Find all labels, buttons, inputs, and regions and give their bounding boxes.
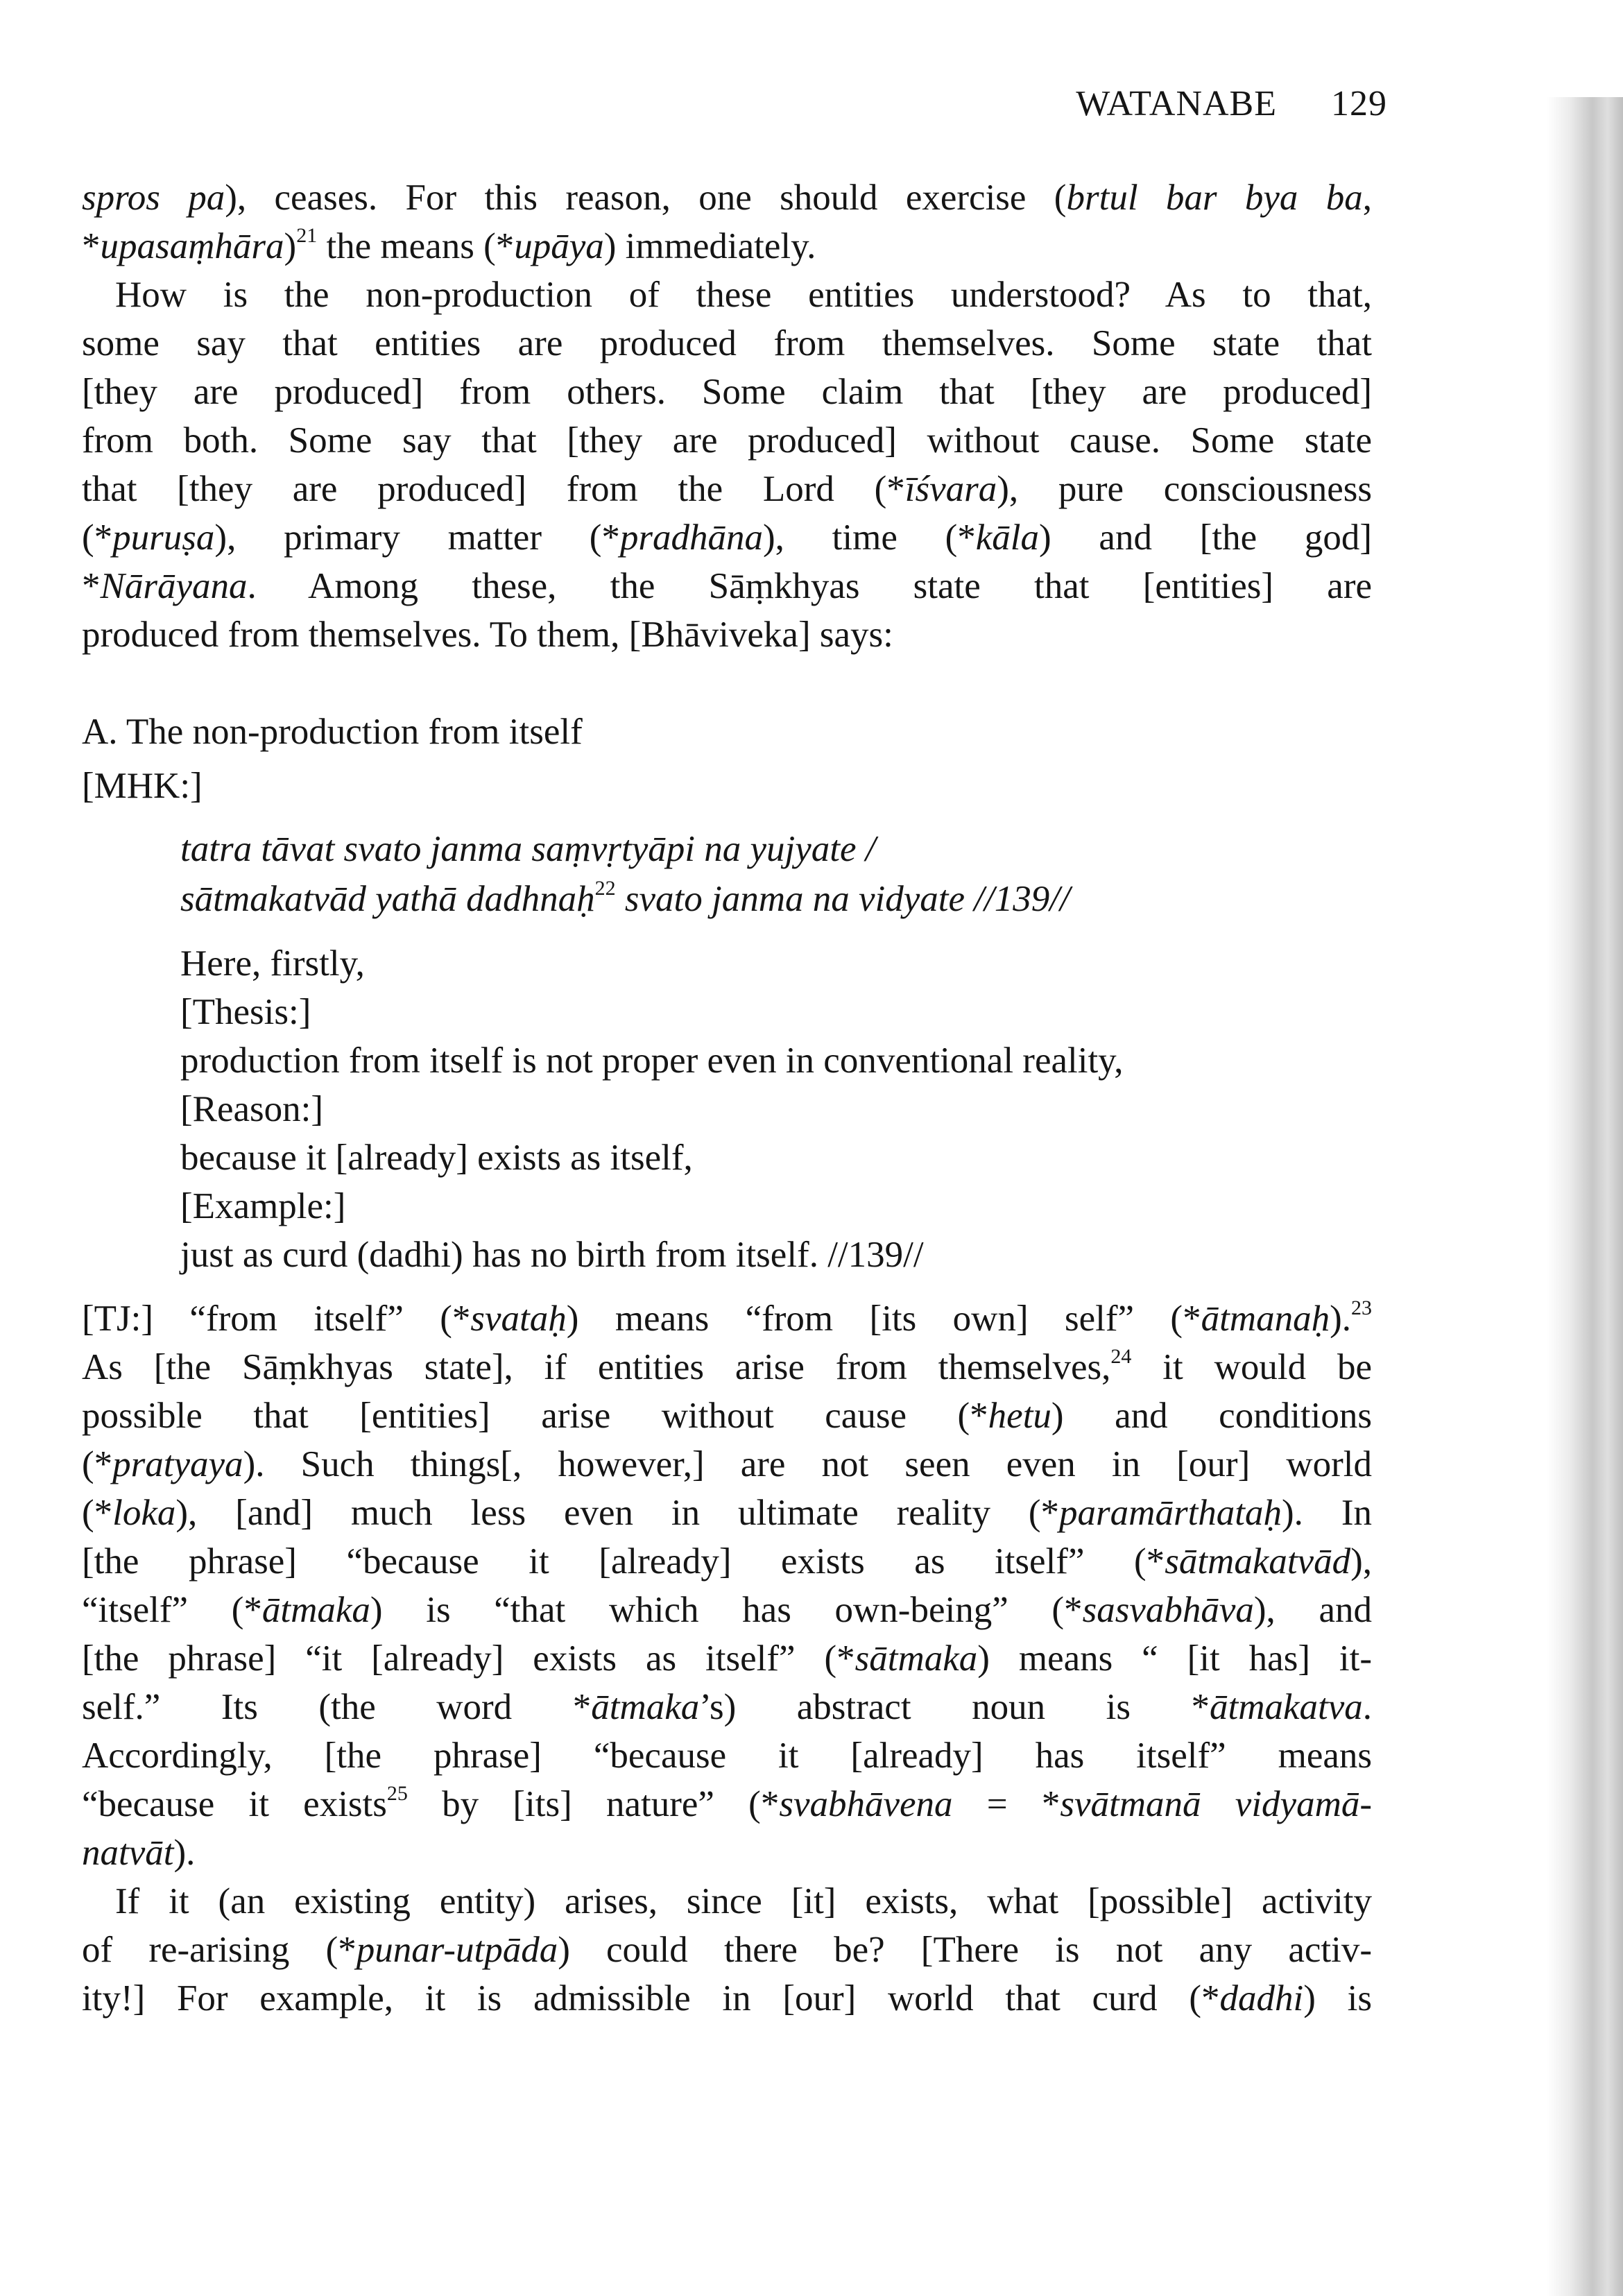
translation-line: [Reason:] [180, 1089, 324, 1129]
text-line: “because it exists$^{25}$ by [its] nature” (*svabhāvena = *svātmanā vidyamā- [82, 1782, 1372, 1824]
footnote-ref: 24 [1110, 1345, 1132, 1369]
paragraph-continuation [82, 173, 1372, 271]
verse-line-1: tatra tāvat svato janma saṃvṛtyāpi na yujyate / [180, 829, 876, 869]
book-spine-shadow [1547, 97, 1623, 2296]
text-line: from both. Some say that [they are produced] without cause. Some state [82, 420, 1372, 461]
text-line: “itself” (*ātmaka) is “that which has own-being” (*sasvabhāva), and [82, 1590, 1372, 1630]
text-line: *Nārāyana. Among these, the Sāṃkhyas state that [entities] are [82, 566, 1372, 606]
footnote-ref: 25 [386, 1782, 408, 1806]
text-line: Accordingly, [the phrase] “because it [already] has itself” means [82, 1736, 1372, 1776]
translation-line: Here, firstly, [180, 943, 365, 984]
running-header [957, 83, 1387, 132]
verse-line [180, 824, 1372, 874]
section-heading: A. The non-production from itself [82, 712, 583, 752]
footnote-ref: 23 [1350, 1296, 1372, 1320]
translation-line: [Example:] [180, 1186, 346, 1226]
text-line: self.” Its (the word *ātmaka’s) abstract noun is *ātmakatva. [82, 1687, 1372, 1727]
text-line: As [the Sāṃkhyas state], if entities arise from themselves,$^{24}$ it would be [82, 1345, 1372, 1387]
verse-line-2a: sātmakatvād yathā dadhnaḥ [180, 879, 595, 919]
translation-line: just as curd (dadhi) has no birth from itself. //139// [180, 1235, 924, 1275]
text-line: possible that [entities] arise without cause (*hetu) and conditions [82, 1396, 1373, 1436]
paragraph-tj-commentary [82, 1294, 1372, 1877]
text-line: [TJ:] “from itself” (*svataḥ) means “from [its own] self” (*ātmanaḥ).$^{23}$ [82, 1296, 1372, 1339]
text-line: [they are produced] from others. Some claim that [they are produced] [82, 372, 1372, 412]
verse-line-2b: svato janma na vidyate //139// [615, 879, 1070, 919]
page-body [82, 173, 1372, 2023]
verse-line [180, 874, 1372, 924]
verse-translation [82, 939, 1372, 1279]
text-line: (*puruṣa), primary matter (*pradhāna), time (*kāla) and [the god] [82, 517, 1372, 558]
text-line: If it (an existing entity) arises, since [it] exists, what [possible] activity [115, 1881, 1372, 1921]
mhk-label: [MHK:] [82, 766, 203, 806]
text-line: that [they are produced] from the Lord (*īśvara), pure consciousness [82, 469, 1372, 509]
paragraph-re-arising [82, 1877, 1372, 2023]
text-line: natvāt). [82, 1833, 196, 1873]
page-number: 129 [1331, 84, 1387, 123]
translation-line: because it [already] exists as itself, [180, 1138, 693, 1178]
text-line: (*pratyaya). Such things[, however,] are not seen even in [our] world [82, 1444, 1372, 1484]
translation-line: production from itself is not proper even in conventional reality, [180, 1040, 1124, 1081]
text-line: (*loka), [and] much less even in ultimate reality (*paramārthataḥ). In [82, 1493, 1372, 1533]
translation-line: [Thesis:] [180, 992, 311, 1032]
footnote-ref: 21 [296, 224, 318, 248]
text-line: spros pa), ceases. For this reason, one should exercise (brtul bar bya ba, [82, 178, 1372, 218]
running-head-author: WATANABE [1076, 84, 1277, 123]
text-line: [the phrase] “because it [already] exists as itself” (*sātmakatvād), [82, 1541, 1372, 1582]
text-line: ity!] For example, it is admissible in [our] world that curd (*dadhi) is [82, 1978, 1372, 2019]
text-line: produced from themselves. To them, [Bhāviveka] says: [82, 615, 893, 655]
text-line: [the phrase] “it [already] exists as itself” (*sātmaka) means “ [it has] it- [82, 1638, 1372, 1679]
text-line: *upasaṃhāra)$^{21}$ the means (*upāya) immediately. [82, 224, 816, 266]
paragraph-views [82, 271, 1372, 659]
text-line: How is the non-production of these entities understood? As to that, [115, 275, 1372, 315]
footnote-ref: 22 [594, 877, 616, 900]
sanskrit-verse [82, 824, 1372, 924]
text-line: some say that entities are produced from themselves. Some state that [82, 323, 1372, 363]
text-line: of re-arising (*punar-utpāda) could there be? [There is not any activ- [82, 1930, 1373, 1970]
